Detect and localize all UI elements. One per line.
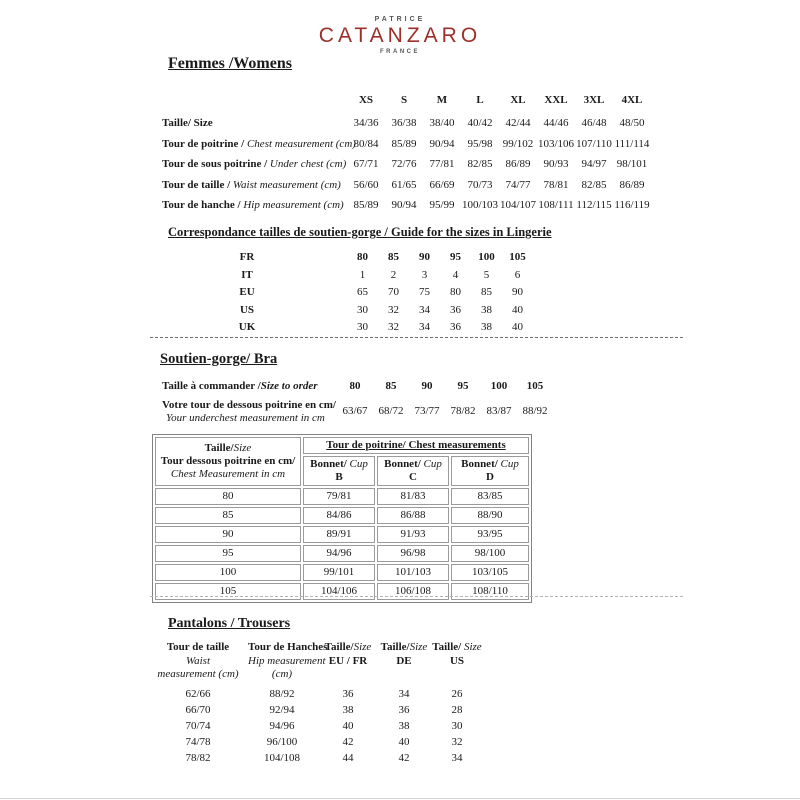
cup-d-header: Bonnet/ Cup D [451, 456, 529, 486]
cell: 44 [342, 751, 354, 764]
table-row [155, 526, 529, 543]
size-cell: 85 [155, 507, 301, 524]
bra-section-title: Soutien-gorge/ Bra [160, 351, 278, 367]
cell: 116/119 [614, 199, 650, 211]
cell: 95/99 [429, 199, 455, 211]
table-row [155, 564, 529, 581]
size-cell: 105 [155, 583, 301, 600]
cell: 78/81 [543, 178, 569, 191]
row-label: US [239, 303, 255, 316]
cell: 105 [509, 251, 526, 263]
cell: 78/82 [185, 751, 211, 764]
size-cell: 100 [155, 564, 301, 581]
cell: 90 [512, 286, 523, 298]
cup-b-header: Bonnet/ Cup B [303, 456, 375, 486]
cell: 44/46 [543, 117, 569, 129]
row-label: Tour de taille / Waist measurement (cm) [162, 178, 341, 191]
table-row [148, 734, 486, 750]
cell: 1 [359, 268, 366, 281]
cell: 78/82 [450, 405, 476, 417]
cell: 6 [514, 268, 521, 281]
lingerie-guide-table [162, 249, 533, 337]
table-row [148, 686, 486, 702]
cell: 38 [398, 719, 410, 732]
cell: 107/110 [576, 137, 612, 150]
cell: 36 [450, 303, 461, 316]
cell: 108/111 [538, 199, 574, 211]
size-header: L [476, 94, 484, 106]
cell: 90/94 [391, 199, 417, 211]
cell: 30 [451, 719, 463, 732]
cell: 48/50 [619, 117, 645, 129]
cell: 74/78 [185, 735, 211, 748]
row-label: Tour de hanche / Hip measurement (cm) [162, 199, 344, 211]
size-header: S [400, 94, 408, 106]
table-row [162, 284, 533, 302]
cell: 100 [490, 380, 508, 392]
cell: 86/88 [377, 507, 449, 524]
logo-catanzaro-text: CATANZARO [318, 24, 482, 47]
corner-header-cell: Taille/Size Tour dessous poitrine en cm/ Chest Measurement in cm [155, 437, 301, 486]
cell: 103/106 [537, 137, 575, 150]
eu-size-column-header: Taille/Size EU / FR [324, 641, 372, 667]
cell: 63/67 [342, 405, 368, 417]
womens-size-table [162, 88, 651, 216]
cell: 40/42 [467, 117, 493, 129]
cell: 104/108 [263, 751, 301, 764]
row-label: IT [241, 268, 253, 281]
cell: 5 [483, 268, 490, 281]
cell: 3 [421, 268, 428, 281]
cell: 42 [398, 751, 410, 764]
cell: 112/115 [576, 199, 612, 211]
table-row [162, 376, 553, 397]
bra-order-table [162, 376, 553, 425]
cell: 66/70 [185, 703, 211, 716]
cell: 42/44 [505, 117, 531, 129]
page-bottom-edge [0, 798, 800, 799]
cell: 108/110 [451, 583, 529, 600]
table-row [155, 507, 529, 524]
cell: 75 [419, 286, 430, 298]
cell: 36 [450, 321, 461, 333]
table-row [162, 134, 651, 155]
table-row [162, 319, 533, 337]
cell: 88/92 [522, 405, 548, 417]
size-cell: 80 [155, 488, 301, 505]
waist-column-header: Tour de taille Waist measurement (cm) [157, 641, 239, 680]
cell: 96/100 [266, 735, 298, 748]
cell: 94/97 [581, 158, 607, 170]
cell: 95 [457, 380, 469, 392]
size-cell: 95 [155, 545, 301, 562]
cell: 70/74 [185, 719, 211, 732]
cell: 72/76 [391, 158, 417, 170]
cell: 34 [419, 321, 430, 333]
cell: 85 [385, 380, 397, 392]
cell: 34 [419, 303, 430, 316]
de-size-column-header: Taille/Size DE [380, 641, 428, 667]
cell: 80/84 [353, 137, 379, 150]
cell: 65 [357, 286, 368, 298]
cell: 90/93 [543, 158, 569, 170]
cell: 83/87 [486, 405, 512, 417]
cell: 91/93 [377, 526, 449, 543]
cell: 32 [388, 321, 399, 333]
brand-logo [0, 16, 800, 55]
cell: 36/38 [391, 117, 417, 129]
cell: 66/69 [429, 178, 455, 191]
cell: 85 [481, 286, 492, 298]
table-row [162, 302, 533, 320]
trousers-header-row [148, 641, 486, 682]
table-row [155, 437, 529, 454]
trousers-section-title: Pantalons / Trousers [168, 616, 291, 631]
size-header: 3XL [583, 94, 605, 106]
cell: 103/105 [451, 564, 529, 581]
row-label: Votre tour de dessous poitrine en cm/ Your underchest measurement in cm [162, 398, 336, 424]
cell: 95/98 [467, 137, 493, 150]
cell: 79/81 [303, 488, 375, 505]
row-label: Tour de sous poitrine / Under chest (cm) [162, 158, 347, 170]
us-size-column-header: Taille/ Size US [432, 641, 482, 667]
cell: 28 [451, 703, 463, 716]
cell: 98/101 [616, 158, 648, 170]
size-header: 4XL [621, 94, 643, 106]
cell: 95 [450, 251, 461, 263]
size-header: XS [358, 94, 374, 106]
cell: 105 [526, 380, 544, 392]
cell: 36 [342, 687, 354, 700]
table-row [162, 267, 533, 285]
cell: 96/98 [377, 545, 449, 562]
cell: 104/106 [303, 583, 375, 600]
cell: 94/96 [269, 719, 295, 732]
cell: 106/108 [377, 583, 449, 600]
cell: 38 [342, 703, 354, 716]
cell: 99/101 [303, 564, 375, 581]
cell: 70/73 [467, 178, 493, 191]
cell: 46/48 [581, 117, 607, 129]
cell: 100/103 [461, 199, 499, 211]
cell: 38 [481, 321, 492, 333]
cell: 73/77 [414, 405, 440, 417]
trousers-table [148, 641, 486, 766]
cell: 67/71 [353, 158, 379, 170]
size-header: XXL [544, 94, 568, 106]
cell: 90 [419, 251, 430, 263]
table-row [162, 195, 651, 216]
womens-section-title: Femmes /Womens [168, 55, 292, 72]
table-row [148, 750, 486, 766]
cell: 81/83 [377, 488, 449, 505]
cell: 86/89 [505, 158, 531, 170]
cell: 2 [390, 268, 397, 281]
logo-patrice-text: PATRICE [374, 16, 426, 23]
cell: 92/94 [269, 703, 295, 716]
cell: 84/86 [303, 507, 375, 524]
cell: 26 [451, 687, 463, 700]
cell: 80 [357, 251, 368, 263]
table-row [155, 583, 529, 600]
cell: 40 [512, 303, 523, 316]
cell: 93/95 [451, 526, 529, 543]
table-row [162, 113, 651, 134]
lingerie-guide-title: Correspondance tailles de soutien-gorge / Guide for the sizes in Lingerie [168, 225, 552, 239]
size-header: XL [510, 94, 526, 106]
cell: 30 [357, 303, 368, 316]
table-row [148, 718, 486, 734]
table-row [155, 488, 529, 505]
size-header: M [436, 94, 448, 106]
cell: 85/89 [353, 199, 379, 211]
cell: 88/90 [451, 507, 529, 524]
cell: 80 [349, 380, 361, 392]
cell: 83/85 [451, 488, 529, 505]
logo-france-text: FRANCE [380, 49, 420, 55]
cell: 34/36 [353, 117, 379, 129]
cup-c-header: Bonnet/ Cup C [377, 456, 449, 486]
row-label: UK [238, 321, 256, 333]
cell: 61/65 [391, 178, 417, 191]
cell: 86/89 [619, 178, 645, 191]
row-label: FR [239, 251, 255, 263]
cell: 82/85 [467, 158, 493, 170]
row-label: Taille/ Size [162, 117, 213, 129]
cell: 56/60 [353, 178, 379, 191]
cell: 74/77 [505, 178, 531, 191]
cell: 70 [388, 286, 399, 298]
cell: 82/85 [581, 178, 607, 191]
cell: 88/92 [269, 687, 295, 700]
cell: 77/81 [429, 158, 455, 170]
cell: 38/40 [429, 117, 455, 129]
dashed-divider [150, 337, 683, 338]
cell: 34 [451, 751, 463, 764]
cell: 85 [388, 251, 399, 263]
cell: 100 [478, 251, 495, 263]
table-row [148, 702, 486, 718]
cell: 40 [512, 321, 523, 333]
cell: 4 [452, 268, 459, 281]
cell: 40 [342, 719, 354, 732]
cell: 42 [342, 735, 354, 748]
table-row [162, 154, 651, 175]
cell: 90/94 [429, 137, 455, 150]
cell: 89/91 [303, 526, 375, 543]
cell: 32 [451, 735, 463, 748]
cell: 99/102 [502, 137, 534, 150]
table-row [162, 399, 553, 425]
cell: 104/107 [499, 199, 537, 211]
cell: 32 [388, 303, 399, 316]
dotted-divider [150, 596, 683, 597]
cell: 90 [421, 380, 433, 392]
cell: 40 [398, 735, 410, 748]
cell: 101/103 [377, 564, 449, 581]
row-label: Tour de poitrine / Chest measurement (cm) [162, 137, 356, 150]
cell: 38 [481, 303, 492, 316]
table-row [155, 545, 529, 562]
row-label: EU [239, 286, 255, 298]
cell: 85/89 [391, 137, 417, 150]
cell: 62/66 [185, 687, 211, 700]
size-cell: 90 [155, 526, 301, 543]
cell: 68/72 [378, 405, 404, 417]
cell: 30 [357, 321, 368, 333]
womens-size-header-row [162, 88, 651, 112]
cell: 94/96 [303, 545, 375, 562]
cup-measurement-table [152, 434, 532, 603]
row-label: Taille à commander /Size to order [162, 380, 318, 392]
hip-column-header: Tour de Hanches Hip measurement (cm) [248, 641, 328, 680]
cell: 36 [398, 703, 410, 716]
cell: 34 [398, 687, 410, 700]
cell: 80 [450, 286, 461, 298]
table-row [162, 175, 651, 196]
cell: 98/100 [451, 545, 529, 562]
cell: 111/114 [614, 137, 650, 150]
table-row [162, 249, 533, 267]
chest-measurements-header: Tour de poitrine/ Chest measurements [303, 437, 529, 454]
